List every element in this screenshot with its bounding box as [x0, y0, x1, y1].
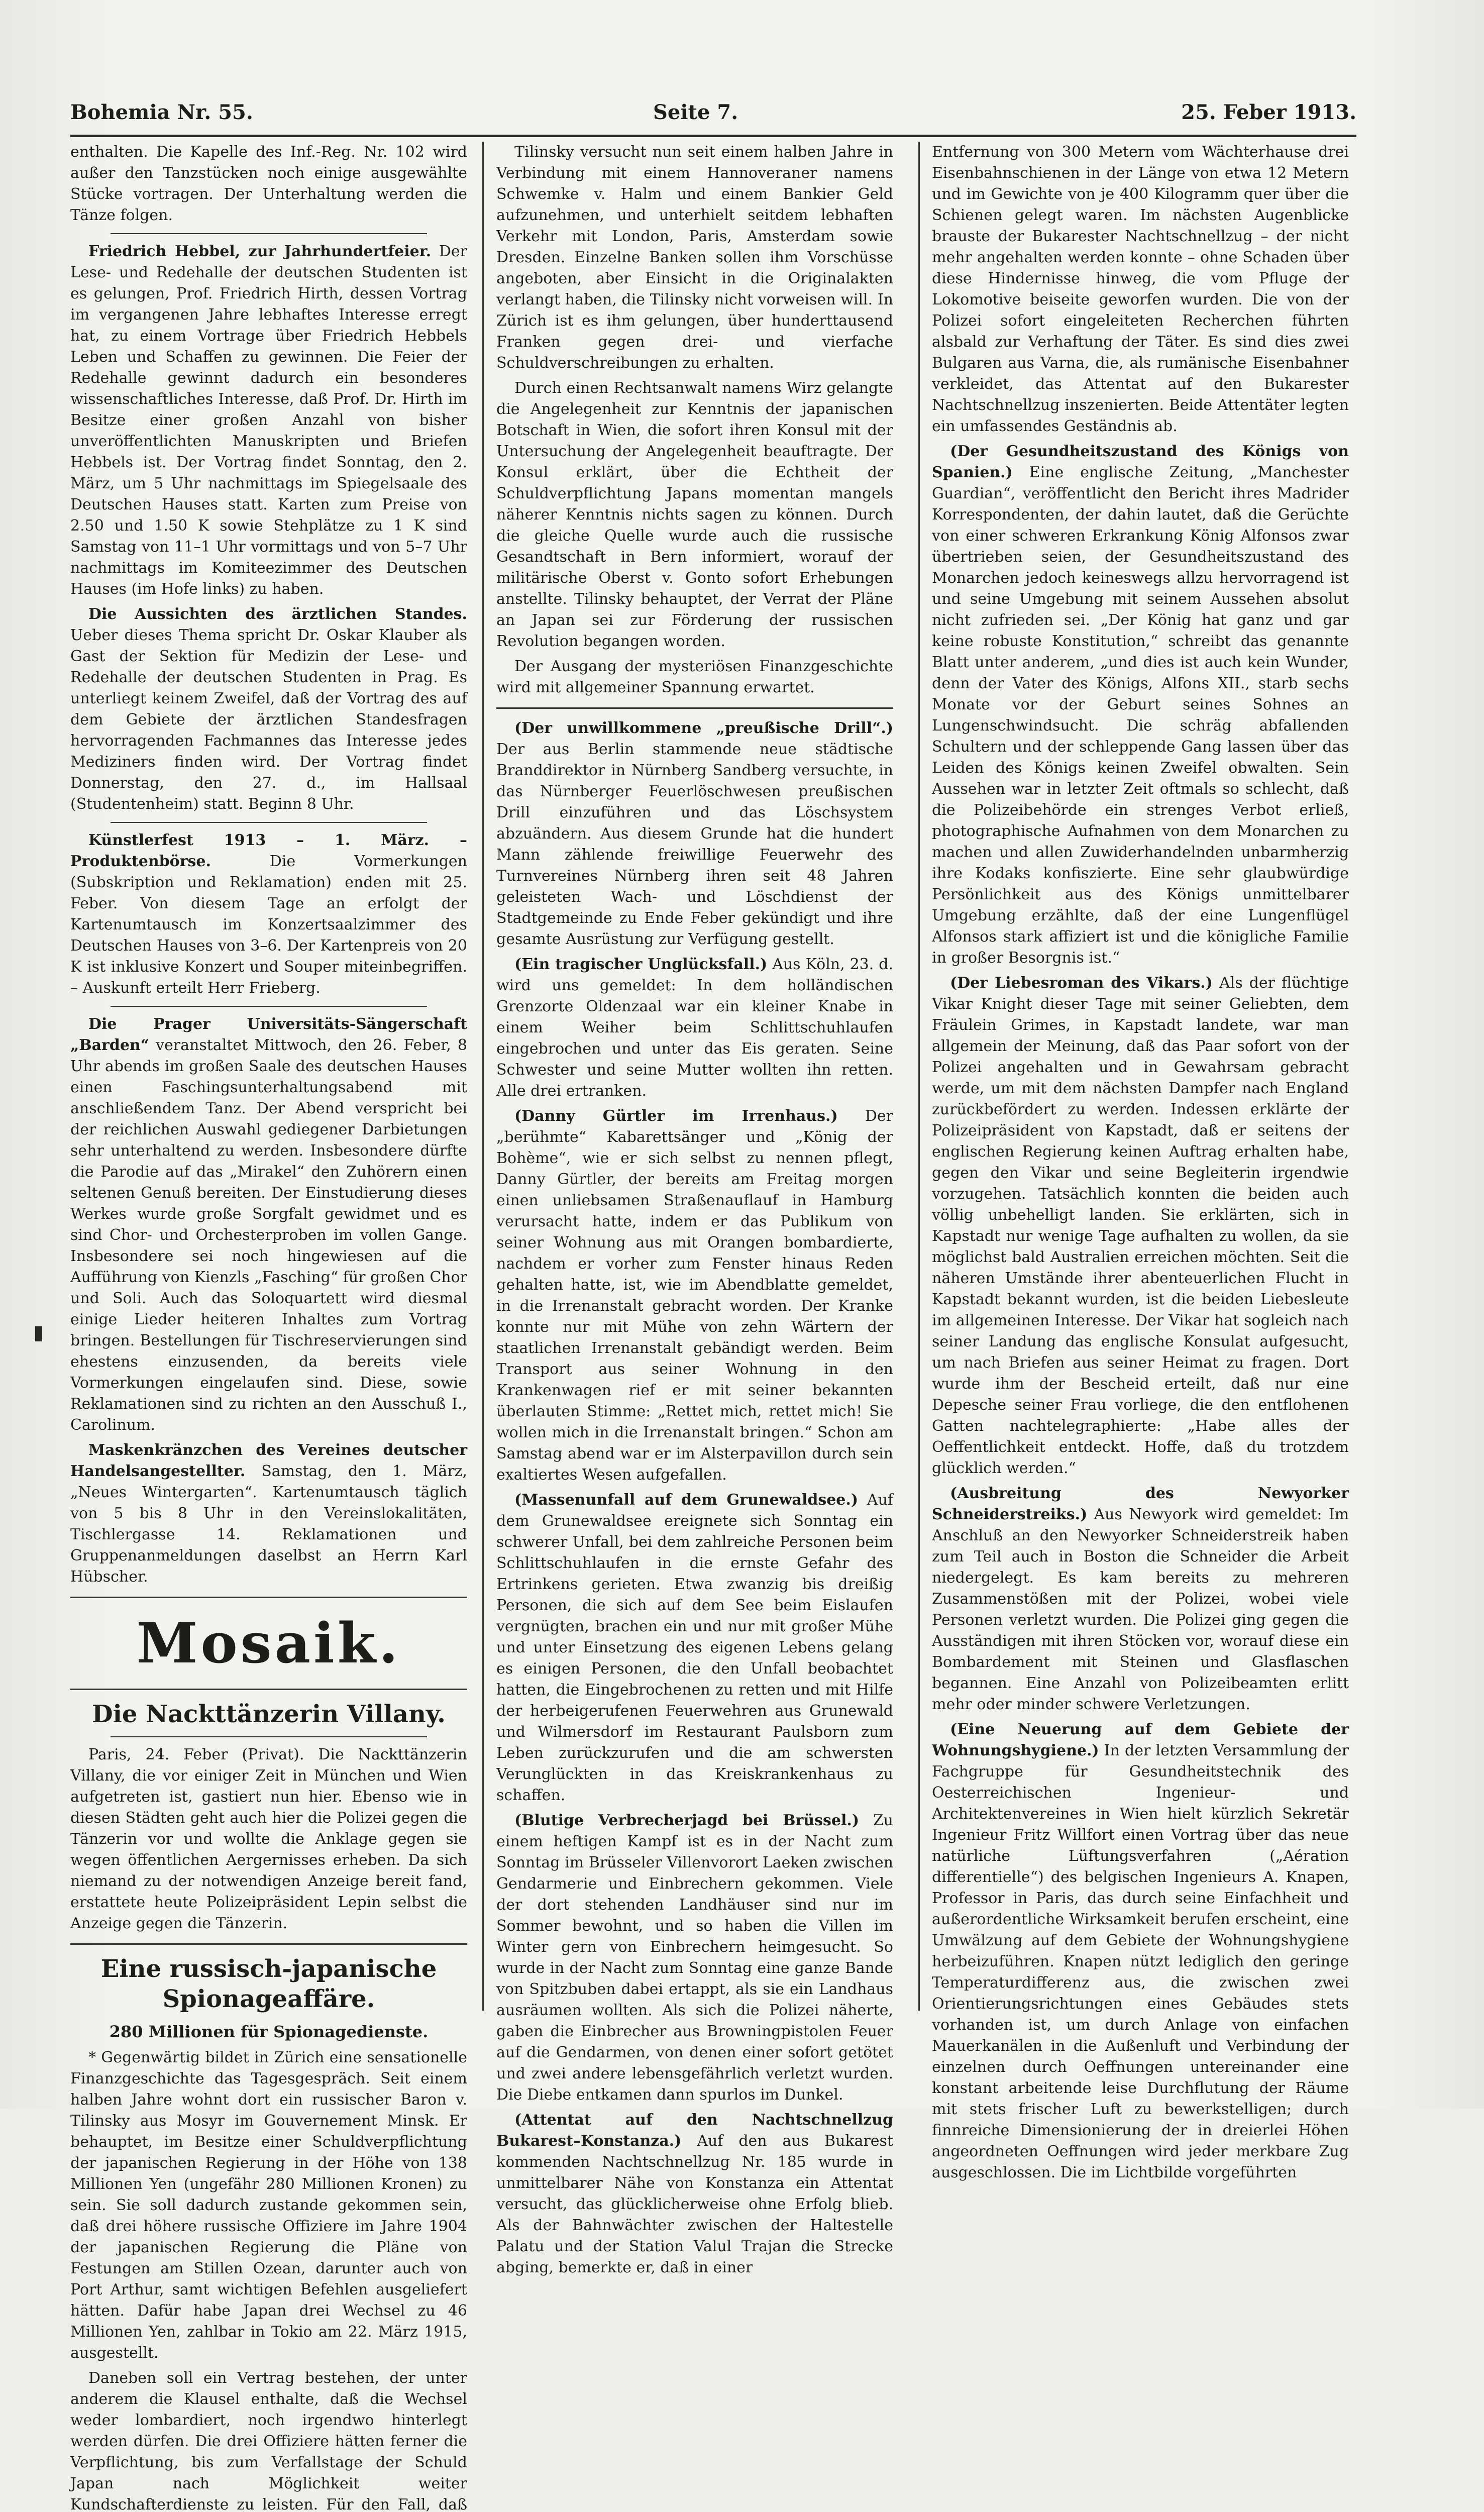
article-heading: (Der unwillkommene „preußische Drill“.): [514, 719, 893, 737]
article-text: Aus Newyork wird gemeldet: Im Anschluß an den Newyorker Schneiderstreik haben zum Teil auch in Boston die Schneider die Arbeit niedergelegt. Es kam bereits zu mehreren Zusammenstößen mit der Polizei, wobei viele Personen verletzt wurden. Die Polizei ging gegen die Ausständigen mit ihren Stöcken vor, worauf diese ein Bombardement mit Steinen und Glasflaschen begannen. Eine Anzahl von Polizeibeamten erlitt mehr oder minder schwere Verletzungen.: [932, 1506, 1349, 1713]
separator: [496, 707, 893, 709]
page-number: Seite 7.: [653, 100, 738, 124]
issue-date: 25. Feber 1913.: [1181, 100, 1356, 124]
separator: [111, 1736, 427, 1737]
article-paragraph: [496, 954, 893, 1102]
article-text: Paris, 24. Feber (Privat). Die Nackttänzerin Villany, die vor einiger Zeit in München und Wien aufgetreten ist, gastiert nun hier. Ebenso wie in diesen Städten geht auch hier die Polizei gegen die Tänzerin vor und wollte die Anklage gegen sie wegen öffentlichen Aergernisses erheben. Da sich niemand zu der notwendigen Anzeige bereit fand, erstattete heute Polizeipräsident Lepin selbst die Anzeige gegen die Tänzerin.: [70, 1746, 467, 1932]
article-heading: (Ausbreitung des Newyorker Schneiderstreiks.): [932, 1485, 1349, 1523]
article-text: In der letzten Versammlung der Fachgruppe für Gesundheitstechnik des Oesterreichischen Ingenieur- und Architektenvereines in Wien hielt kürzlich Sekretär Ingenieur Fritz Willfort einen Vortrag über das neue natürliche Lüftungsverfahren („Aération differentielle“) des belgischen Ingenieurs A. Knapen, Professor in Paris, das durch seine Einfachheit und außerordentliche Wirksamkeit berufen erscheint, eine Umwälzung auf dem Gebiete der Wohnungshygiene herbeizuführen. Knapen nützt lediglich den geringe Temperaturdifferenz aus, die zwischen zwei Orientierungsrichtungen eines Gebäudes stets vorhanden ist, um durch Anlage von einfachen Mauerkanälen in die Außenluft und Verbindung der einzelnen durch Oeffnungen untereinander eine konstant arbeitende leise Durchflutung der Räume mit stets frischer Luft zu bewerkstelligen; durch finnreiche Dimensionierung der in dreierlei Höhen angeordneten Oeffnungen wird jeder merkbare Zug ausgeschlossen. Die im Lichtbilde vorgeführten: [932, 1742, 1349, 2181]
article-heading: (Danny Gürtler im Irrenhaus.): [514, 1107, 838, 1125]
article-heading: Künstlerfest 1913 – 1. März. – Produktenbörse.: [70, 831, 467, 870]
publication-issue: Bohemia Nr. 55.: [70, 100, 253, 124]
article-text: Der Lese- und Redehalle der deutschen Studenten ist es gelungen, Prof. Friedrich Hirth, dessen Vortrag im vergangenen Jahre lebhaftes Interesse erregt hat, zu einem Vortrage über Friedrich Hebbels Leben und Schaffen zu gewinnen. Die Feier der Redehalle gewinnt dadurch ein besonderes wissenschaftliches Interesse, daß Prof. Dr. Hirth im Besitze einer großen Anzahl von bisher unveröffentlichten Manuskripten und Briefen Hebbels ist. Der Vortrag findet Sonntag, den 2. März, um 5 Uhr nachmittags im Spiegelsaale des Deutschen Hauses statt. Karten zum Preise von 2.50 und 1.50 K sowie Stehplätze zu 1 K sind Samstag von 11–1 Uhr vormittags und von 5–7 Uhr nachmittags im Komiteezimmer des Deutschen Hauses (im Hofe links) zu haben.: [70, 243, 468, 598]
article-paragraph: [70, 830, 467, 999]
article-text: Durch einen Rechtsanwalt namens Wirz gelangte die Angelegenheit zur Kenntnis der japanischen Botschaft in Wien, die sofort ihren Konsul mit der Untersuchung der Angelegenheit beauftragte. Der Konsul erklärt, über die Echtheit der Schuldverpflichtung Japans momentan mangels näherer Kenntnis nichts sagen zu können. Durch die gleiche Quelle wurde auch die russische Gesandtschaft in Bern informiert, worauf der militärische Oberst v. Gonto sofort Erhebungen anstellte. Tilinsky behauptet, der Verrat der Pläne an Japan sei zur Förderung der russischen Revolution begangen worden.: [496, 379, 893, 650]
article-text: Tilinsky versucht nun seit einem halben Jahre in Verbindung mit einem Hannoveraner namens Schwemke v. Halm und einem Bankier Geld aufzunehmen, und unterhielt seitdem lebhaften Verkehr mit London, Paris, Amsterdam sowie Dresden. Einzelne Banken sollen ihm Vorschüsse angeboten, aber Einsicht in die Originalakten verlangt haben, die Tilinsky nicht vorweisen will. In Zürich ist es ihm gelungen, über hunderttausend Franken gegen drei- und vierfache Schuldverschreibungen zu erhalten.: [496, 143, 893, 372]
article-paragraph: [496, 1106, 893, 1486]
article-text: Der Ausgang der mysteriösen Finanzgeschichte wird mit allgemeiner Spannung erwartet.: [496, 658, 893, 696]
article-heading: (Massenunfall auf dem Grunewaldsee.): [514, 1491, 859, 1509]
article-text: veranstaltet Mittwoch, den 26. Feber, 8 Uhr abends im großen Saale des deutschen Hauses einen Faschingsunterhaltungsabend mit anschließendem Tanz. Der Abend verspricht bei der reichlichen Auswahl gediegener Darbietungen sehr unterhaltend zu werden. Insbesondere dürfte die Parodie auf das „Mirakel“ den Zuhörern einen seltenen Genuß bereiten. Der Einstudierung dieses Werkes wurde große Sorgfalt gewidmet und es sind Chor- und Orchesterproben im vollen Gange. Insbesondere sei noch hingewiesen auf die Aufführung von Kienzls „Fasching“ für großen Chor und Soli. Auch das Soloquartett wird diesmal einige Lieder heiteren Inhaltes zum Vortrag bringen. Bestellungen für Tischreservierungen sind ehestens einzusenden, da bereits viele Vormerkungen eingelaufen sind. Diese, sowie Reklamationen sind zu richten an den Ausschuß I., Carolinum.: [70, 1036, 467, 1434]
separator: [70, 1597, 467, 1598]
separator: [111, 1006, 427, 1007]
column-3: [932, 142, 1349, 2181]
column-divider: [482, 142, 484, 2011]
section-title: Mosaik.: [136, 1611, 401, 1676]
article-headline: Eine russisch-japanische Spionageaffäre.: [100, 1955, 437, 2013]
article-heading: Friedrich Hebbel, zur Jahrhundertfeier.: [88, 243, 432, 260]
article-text: Entfernung von 300 Metern vom Wächterhause drei Eisenbahnschienen in der Länge von etwa 12 Metern und im Gewichte von je 400 Kilogramm quer über die Schienen gelegt waren. Im nächsten Augenblicke brauste der Bukarester Nachtschnellzug – der nicht mehr angehalten werden konnte – ohne Schaden über diese Hindernisse hinweg, die vom Pfluge der Lokomotive beiseite geworfen wurden. Die von der Polizei sofort eingeleiteten Recherchen führten alsbald zur Verhaftung der Täter. Es sind dies zwei Bulgaren aus Varna, die, als rumänische Eisenbahner verkleidet, das Attentat auf den Bukarester Nachtschnellzug inszenierten. Beide Attentäter legten ein umfassendes Geständnis ab.: [932, 143, 1349, 435]
header-rule: [70, 135, 1356, 137]
article-heading: (Blutige Verbrecherjagd bei Brüssel.): [514, 1812, 860, 1829]
article-text: Auf den aus Bukarest kommenden Nachtschnellzug Nr. 185 wurde in unmittelbarer Nähe von Konstanza ein Attentat versucht, das glücklicherweise ohne Erfolg blieb. Als der Bahnwächter zwischen der Haltestelle Palatu und der Station Valul Trajan die Strecke abging, bemerkte er, daß in einer: [496, 2132, 893, 2276]
article-heading: (Eine Neuerung auf dem Gebiete der Wohnungshygiene.): [932, 1721, 1349, 1759]
article-heading: (Der Liebesroman des Vikars.): [950, 974, 1213, 992]
article-text: Auf dem Grunewaldsee ereignete sich Sonntag ein schwerer Unfall, bei dem zahlreiche Personen beim Schlittschuhlaufen in die ernste Gefahr des Ertrinkens gerieten. Etwa zwanzig bis dreißig Personen, die sich auf dem See beim Eislaufen vergnügten, brachen ein und nur mit großer Mühe und unter Einsetzung des eigenen Lebens gelang es einigen Personen, die den Unfall beobachtet hatten, die Eingebrochenen zu retten und mit Hilfe der herbeigerufenen Feuerwehren aus Grunewald und Wilmersdorf im Restaurant Paulsborn zum Leben zurückzurufen und die am schwersten Verunglückten in das Kreiskrankenhaus zu schaffen.: [496, 1491, 893, 1804]
separator: [111, 822, 427, 823]
column-2: [496, 142, 894, 2276]
article-heading: Die Prager Universitäts-Sängerschaft „Barden“: [70, 1015, 467, 1054]
article-heading: Maskenkränzchen des Vereines deutscher Handelsangestellter.: [70, 1441, 467, 1480]
page-header: [70, 95, 1356, 131]
article-text: Der aus Berlin stammende neue städtische Branddirektor in Nürnberg Sandberg versuchte, in das Nürnberger Feuerlöschwesen preußischen Drill einzuführen und das Löschsystem abzuändern. Aus diesem Grunde hat die hundert Mann zählende freiwillige Feuerwehr des Turnvereines Nürnberg ihren seit 48 Jahren geleisteten Wach- und Löschdienst der Stadtgemeinde zu Ende Feber gekündigt und ihre gesamte Ausrüstung zur Verfügung gestellt.: [496, 741, 893, 948]
article-paragraph: [496, 718, 893, 950]
article-paragraph: [932, 441, 1349, 969]
article-headline: Die Nackttänzerin Villany.: [91, 1700, 446, 1728]
column-divider: [918, 142, 920, 2011]
article-text: Ueber dieses Thema spricht Dr. Oskar Klauber als Gast der Sektion für Medizin der Lese- und Redehalle der deutschen Studenten in Prag. Es unterliegt keinem Zweifel, daß der Vortrag des auf dem Gebiete der ärztlichen Standesfragen hervorragenden Fachmannes das Interesse jedes Mediziners finden wird. Der Vortrag findet Donnerstag, den 27. d., im Hallsaal (Studentenheim) statt. Beginn 8 Uhr.: [70, 626, 467, 813]
article-paragraph: [932, 973, 1349, 1479]
article-text: Der „berühmte“ Kabarettsänger und „König der Bohème“, wie er sich selbst zu nennen pflegt, Danny Gürtler, der bereits am Freitag morgen einen unliebsamen Straßenauflauf in Hamburg verursacht hatte, indem er das Publikum von seiner Wohnung aus mit Orangen bombardierte, nachdem er vorher zum Fenster hinaus Reden gehalten hatte, ist, wie im Abendblatte gemeldet, in die Irrenanstalt gebracht worden. Der Kranke konnte nur mit Mühe von zehn Wärtern der staatlichen Irrenanstalt gebändigt werden. Beim Transport aus seiner Wohnung in den Krankenwagen rief er mit seiner bekannten überlauten Stimme: „Rettet mich, rettet mich! Sie wollen mich in die Irrenanstalt bringen.“ Schon am Samstag abend war er im Alsterpavillon durch sein exaltiertes Wesen aufgefallen.: [496, 1107, 893, 1484]
article-text: Samstag, den 1. März, „Neues Wintergarten“. Kartenumtausch täglich von 5 bis 8 Uhr in den Vereinslokalitäten, Tischlergasse 14. Reklamationen und Gruppenanmeldungen daselbst an Herrn Karl Hübscher.: [70, 1462, 467, 1586]
article-heading: Die Aussichten des ärztlichen Standes.: [88, 605, 467, 623]
article-paragraph: [496, 1810, 893, 2106]
article-paragraph: [70, 1014, 467, 1436]
article-paragraph: [70, 241, 467, 600]
separator: [70, 1943, 467, 1945]
article-text: enthalten. Die Kapelle des Inf.-Reg. Nr. 102 wird außer den Tanzstücken noch einige ausgewählte Stücke vortragen. Der Unterhaltung werden die Tänze folgen.: [70, 143, 467, 224]
article-subheadline: 280 Millionen für Spionagedienste.: [109, 2022, 429, 2041]
article-text: * Gegenwärtig bildet in Zürich eine sensationelle Finanzgeschichte das Tagesgespräch. Seit einem halben Jahre wohnt dort ein russischer Baron v. Tilinsky aus Mosyr im Gouvernement Minsk. Er behauptet, im Besitze einer Schuldverpflichtung der japanischen Regierung in der Höhe von 138 Millionen Yen (ungefähr 280 Millionen Kronen) zu sein. Sie soll dadurch zustande gekommen sein, daß drei höhere russische Offiziere im Jahre 1904 der japanischen Regierung die Pläne von Festungen am Stillen Ozean, darunter auch von Port Arthur, samt wichtigen Befehlen ausgeliefert hätten. Dafür habe Japan drei Wechsel zu 46 Millionen Yen, zahlbar in Tokio am 22. März 1915, ausgestellt.: [70, 2049, 467, 2362]
article-paragraph: [932, 1483, 1349, 1715]
article-heading: (Ein tragischer Unglücksfall.): [514, 956, 768, 973]
article-text: Aus Köln, 23. d. wird uns gemeldet: In dem holländischen Grenzorte Oldenzaal war ein kleiner Knabe in einem Weiher beim Schlittschuhlaufen eingebrochen und unter das Eis geraten. Seine Schwester und seine Mutter wollten ihn retten. Alle drei ertranken.: [496, 956, 894, 1100]
column-1: [70, 142, 468, 2512]
article-text: Zu einem heftigen Kampf ist es in der Nacht zum Sonntag im Brüsseler Villenvorort Laeken zwischen Gendarmerie und Einbrechern gekommen. Viele der dort stehenden Landhäuser sind nur im Sommer bewohnt, und so haben die Villen im Winter gern von Einbrechern heimgesucht. So wurde in der Nacht zum Sonntag eine ganze Bande von Spitzbuben dabei ertappt, als sie ein Landhaus ausräumen wollten. Als sich die Polizei näherte, gaben die Einbrecher aus Browningpistolen Feuer auf die Gendarmen, von denen einer sofort getötet und zwei andere lebensgefährlich verletzt wurden. Die Diebe entkamen dann spurlos im Dunkel.: [496, 1812, 893, 2104]
article-paragraph: [70, 1440, 467, 1588]
separator: [111, 233, 427, 234]
article-heading: (Der Gesundheitszustand des Königs von Spanien.): [932, 443, 1349, 481]
separator: [70, 1689, 467, 1690]
article-heading: (Attentat auf den Nachtschnellzug Bukarest–Konstanza.): [496, 2111, 893, 2150]
article-paragraph: [496, 1490, 893, 1806]
article-text: Eine englische Zeitung, „Manchester Guardian“, veröffentlicht den Bericht ihres Madrider Korrespondenten, der dahin lautet, daß die Gerüchte von einer schweren Erkrankung König Alfonsos zwar übertrieben seien, der Gesundheitszustand des Monarchen jedoch keineswegs allzu hervorragend ist und seine Umgebung mit seinem Aussehen absolut nicht zufrieden sei. „Der König hat ganz und gar keine robuste Konstitution,“ schreibt das genannte Blatt unter anderem, „und dies ist auch kein Wunder, denn der Vater des Königs, Alfons XII., starb sechs Monate vor der Geburt seines Sohnes an Lungenschwindsucht. Die schräg abfallenden Schultern und der schleppende Gang lassen über das Leiden des Königs keinen Zweifel obwalten. Sein Aussehen war in letzter Zeit oftmals so schlecht, daß die Polizeibehörde ein strenges Verbot erließ, photographische Aufnahmen von dem Monarchen zu machen und allen Zuwiderhandelnden unbarmherzig ihre Kodaks konfiszierte. Eine sehr glaubwürdige Persönlichkeit aus des Königs unmittelbarer Umgebung erzählte, daß der eine Lungenflügel Alfonsos stark affiziert ist und die königliche Familie in großer Besorgnis ist.“: [932, 464, 1349, 967]
binding-mark: [35, 1326, 42, 1341]
article-text: Als der flüchtige Vikar Knight dieser Tage mit seiner Geliebten, dem Fräulein Grimes, in Kapstadt landete, war man allgemein der Meinung, daß das Paar sofort von der Polizei angehalten und in Gewahrsam gebracht werde, um mit dem nächsten Dampfer nach England zurückbefördert zu werden. Indessen erklärte der Polizeipräsident von Kapstadt, daß er seitens der englischen Regierung keinen Auftrag erhalten habe, gegen den Vikar und seine Begleiterin irgendwie vorzugehen. Tatsächlich konnten die beiden auch völlig unbehelligt landen. Sie erklärten, sich in Kapstadt nur wenige Tage aufhalten zu wollen, da sie möglichst bald Australien erreichen möchten. Seit die näheren Umstände ihrer abenteuerlichen Flucht in Kapstadt bekannt wurden, ist die beiden Liebesleute im allgemeinen Interesse. Der Vikar hat sogleich nach seiner Landung das englische Konsulat aufgesucht, um nach Briefen aus seiner Heimat zu fragen. Dort wurde ihm der Bescheid erteilt, daß nur eine Depesche seiner Frau vorliege, die den entflohenen Gatten nachtelegraphierte: „Habe alles der Oeffentlichkeit entdeckt. Hoffe, daß du trotzdem glücklich werden.“: [932, 974, 1349, 1477]
article-text: Daneben soll ein Vertrag bestehen, der unter anderem die Klausel enthalte, daß die Wechsel weder lombardiert, noch irgendwo hinterlegt werden dürfen. Die drei Offiziere hätten ferner die Verpflichtung, bis zum Verfallstage der Schuld Japan nach Möglichkeit weiter Kundschafterdienste zu leisten. Für den Fall, daß: [70, 2369, 467, 2512]
article-paragraph: [496, 2110, 893, 2278]
article-paragraph: [932, 1719, 1349, 2183]
article-paragraph: [70, 604, 467, 815]
article-text: Die Vormerkungen (Subskription und Reklamation) enden mit 25. Feber. Von diesem Tage an erfolgt der Kartenumtausch im Konzertsaalzimmer des Deutschen Hauses von 3–6. Der Kartenpreis von 20 K ist inklusive Konzert und Souper miteinbegriffen. – Auskunft erteilt Herr Frieberg.: [70, 853, 467, 997]
